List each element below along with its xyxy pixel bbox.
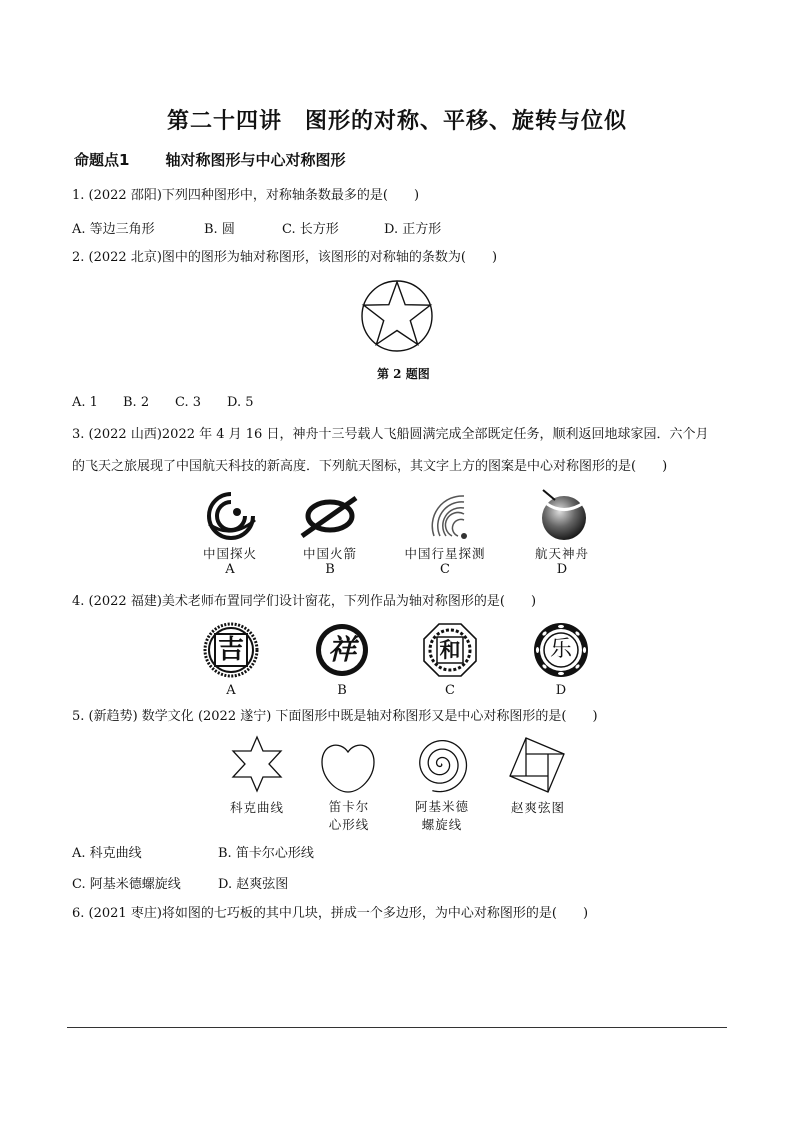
q2-stem: 2. (2022 北京)图中的图形为轴对称图形，该图形的对称轴的条数为( ): [72, 250, 498, 265]
q1-stem: 1. (2022 邵阳)下列四种图形中，对称轴条数最多的是( ): [72, 188, 420, 203]
q5-caption-b-line2: 心形线: [328, 817, 370, 832]
section-name: 轴对称图形与中心对称图形: [165, 151, 346, 169]
q5-stem: 5. (新趋势) 数学文化 (2022 遂宁) 下面图形中既是轴对称图形又是中心对称图形的是( ): [72, 709, 598, 724]
q3-caption-d: 航天神舟: [534, 546, 589, 561]
q4-letter-a: A: [226, 683, 236, 698]
q5-caption-c-line1: 阿基米德: [414, 799, 469, 814]
char-ji: 吉: [217, 635, 244, 665]
q3-letter-d: D: [556, 562, 568, 577]
q3-caption-b: 中国火箭: [302, 546, 357, 561]
china-mars-exploration-logo: [203, 490, 259, 542]
q1-option-a: A. 等边三角形: [72, 222, 155, 237]
q6-stem: 6. (2021 枣庄)将如图的七巧板的其中几块，拼成一个多边形，为中心对称图形的是( ): [72, 906, 589, 921]
q1-option-d: D. 正方形: [384, 222, 442, 237]
q5-caption-c-line2: 螺旋线: [421, 817, 463, 832]
q4-letter-d: D: [555, 683, 567, 698]
char-he: 和: [439, 638, 461, 662]
q1-option-c: C. 长方形: [282, 222, 339, 237]
q5-caption-b-line1: 笛卡尔: [328, 799, 370, 814]
q1-option-b: B. 圆: [204, 222, 235, 237]
section-heading: [74, 149, 345, 170]
window-flower-a: [203, 622, 259, 678]
shenzhou-logo: [537, 488, 591, 542]
zhao-shuang-diagram-figure: [508, 736, 566, 794]
koch-curve-figure: [229, 735, 285, 793]
window-flower-c: [422, 622, 478, 678]
q3-caption-a: 中国探火: [202, 546, 257, 561]
q5-caption-d-line1: 赵爽弦图: [510, 800, 565, 815]
q5-option-c: C. 阿基米德螺旋线: [72, 877, 181, 892]
q5-caption-b: [306, 798, 392, 834]
q5-caption-a-line1: 科克曲线: [229, 800, 284, 815]
q5-option-d: D. 赵爽弦图: [218, 877, 289, 892]
q3-letter-c: C: [440, 562, 450, 577]
q3-stem-line1: 3. (2022 山西)2022 年 4 月 16 日，神舟十三号载人飞船圆满完成全部既定任务，顺利返回地球家园．六个月: [72, 427, 709, 442]
section-label: 命题点1: [74, 151, 130, 169]
q2-figure-caption: 第 2 题图: [377, 367, 430, 381]
q5-caption-a: [214, 798, 300, 816]
window-flower-d: [533, 622, 589, 678]
q2-option-b: B. 2: [123, 395, 150, 410]
q3-stem-line2: 的飞天之旅展现了中国航天科技的新高度．下列航天图标，其文字上方的图案是中心对称图形的是( ): [72, 459, 668, 474]
footer-divider: [67, 1027, 727, 1028]
q3-letter-b: B: [325, 562, 335, 577]
star-in-circle-figure: [358, 277, 436, 355]
q3-letter-a: A: [225, 562, 235, 577]
planet-exploration-logo: [420, 490, 470, 542]
q5-caption-d: [493, 798, 583, 816]
q4-letter-b: B: [337, 683, 347, 698]
q2-option-d: D. 5: [227, 395, 254, 410]
q4-letter-c: C: [445, 683, 455, 698]
q5-option-a: A. 科克曲线: [72, 846, 142, 861]
q3-caption-c: 中国行星探测: [404, 546, 486, 561]
char-le: 乐: [549, 637, 572, 662]
q2-option-c: C. 3: [175, 395, 202, 410]
q5-caption-c: [397, 798, 487, 834]
china-rocket-logo: [298, 492, 362, 540]
archimedean-spiral-figure: [410, 733, 472, 795]
q5-option-b: B. 笛卡尔心形线: [218, 846, 314, 861]
q4-stem: 4. (2022 福建)美术老师布置同学们设计窗花，下列作品为轴对称图形的是( ): [72, 594, 537, 609]
q2-option-a: A. 1: [72, 395, 98, 410]
page-title: 第二十四讲 图形的对称、平移、旋转与位似: [166, 109, 627, 134]
window-flower-b: [314, 622, 370, 678]
char-xiang: 祥: [327, 633, 356, 666]
cardioid-figure: [318, 738, 378, 796]
